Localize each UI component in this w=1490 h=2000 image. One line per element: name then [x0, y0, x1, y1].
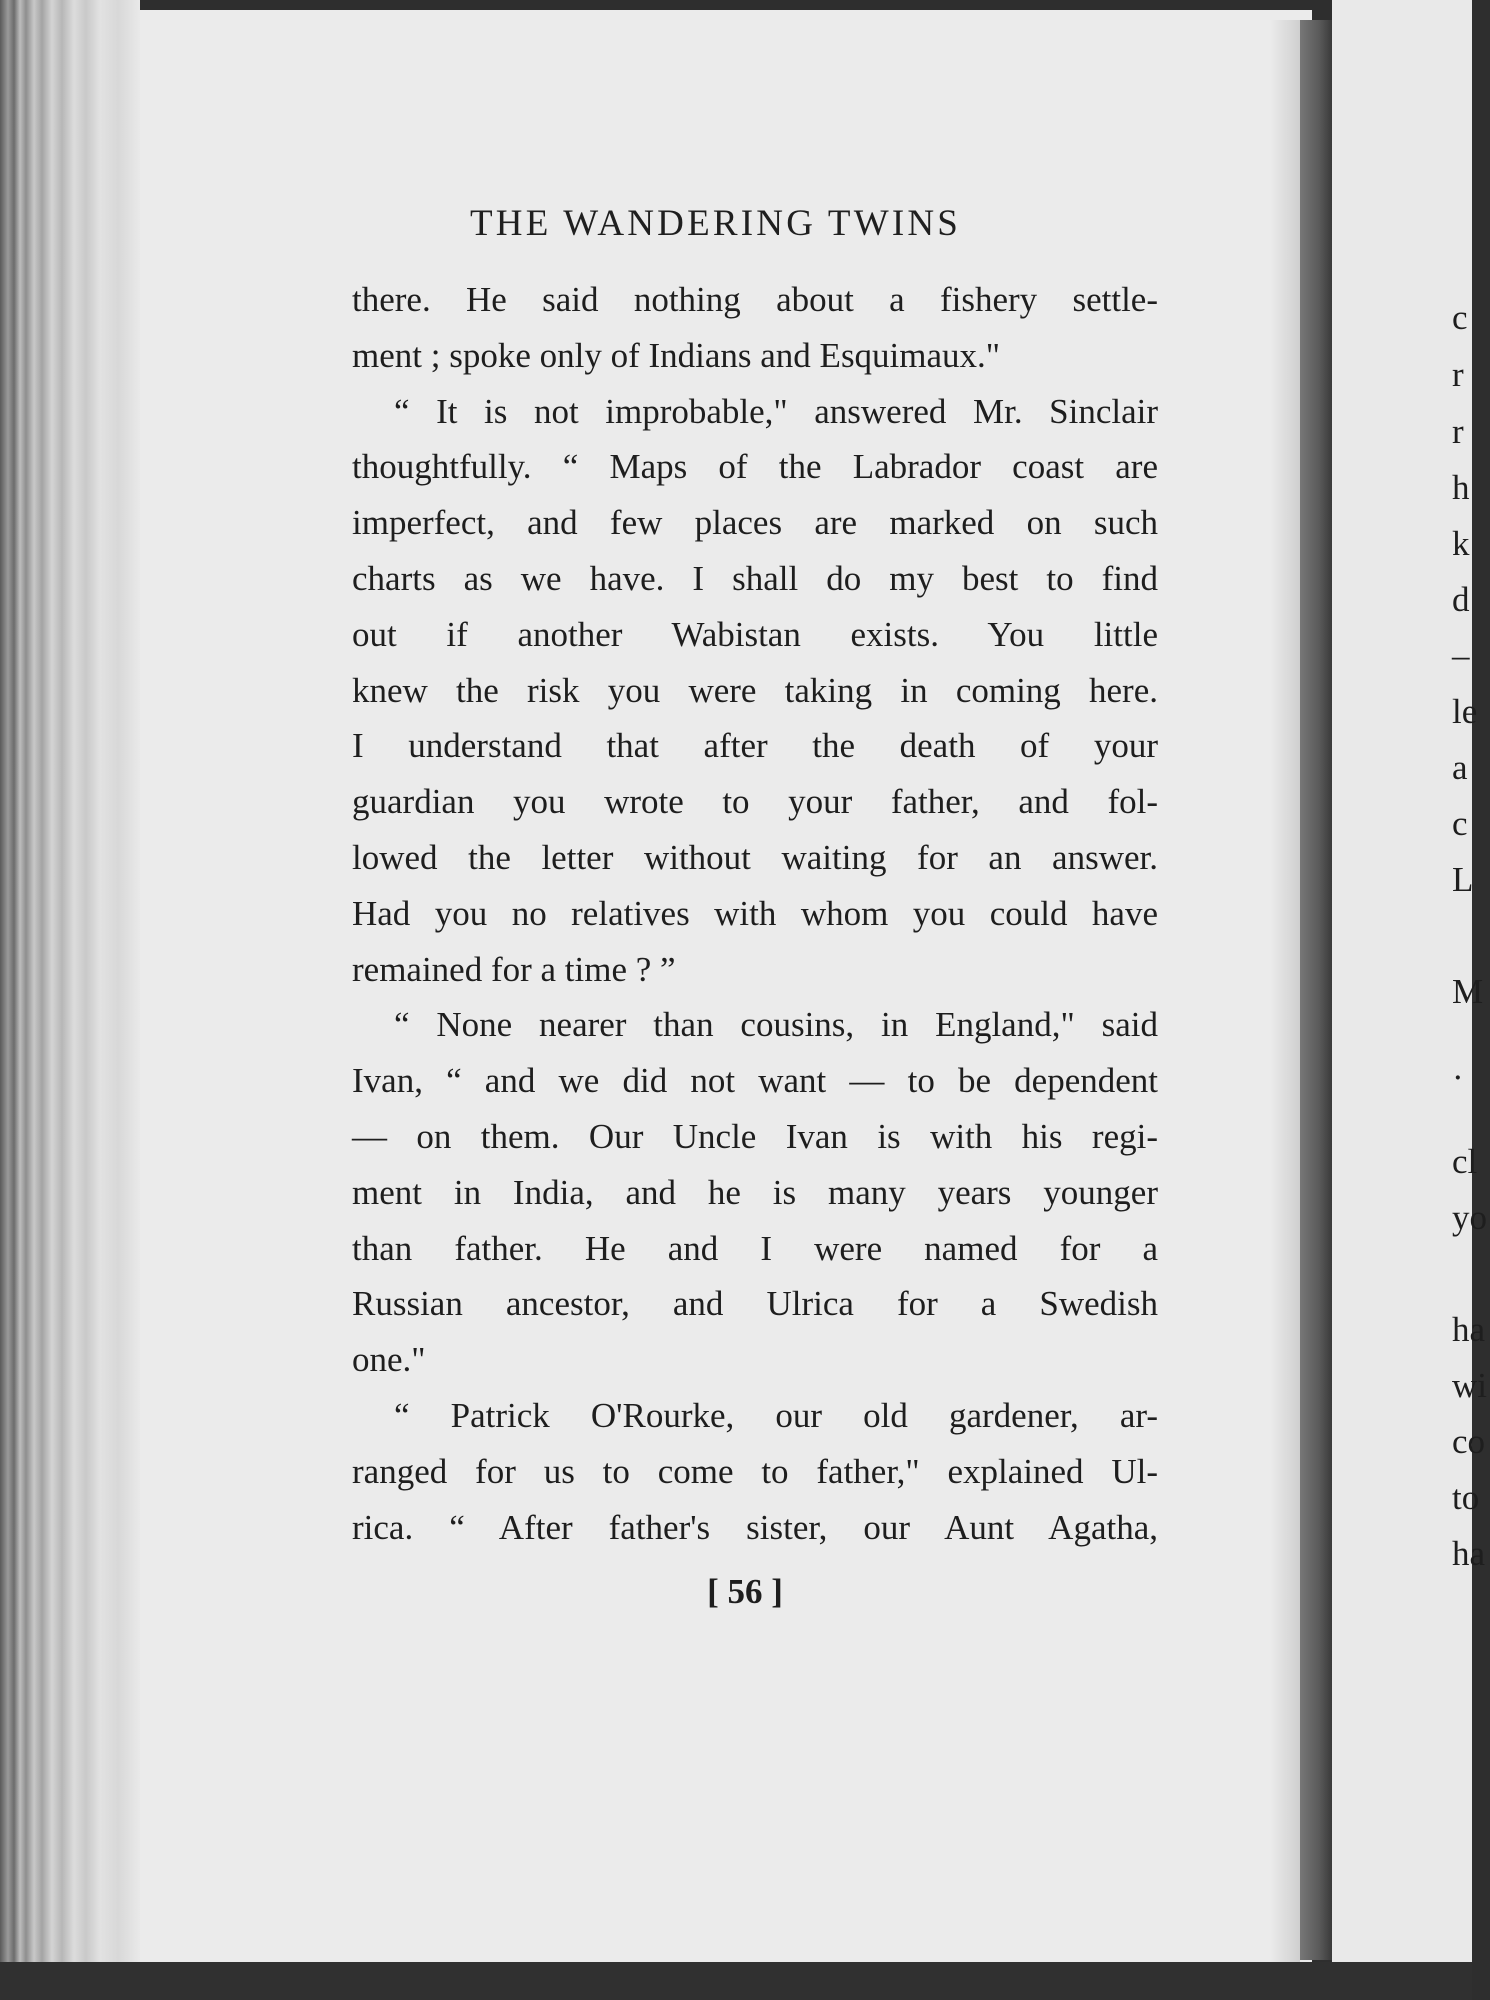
right-page-fragment: r — [1452, 412, 1464, 451]
text-line: ranged for us to come to father," explained Ul- — [352, 1451, 1158, 1491]
right-page-fragment: · — [1452, 1058, 1464, 1097]
text-line: rica. “ After father's sister, our Aunt Agatha, — [352, 1507, 1158, 1547]
right-page-fragment: L — [1452, 860, 1474, 899]
right-page-fragment: cl — [1452, 1142, 1478, 1181]
gutter-shadow — [1270, 20, 1300, 1965]
text-line: Russian ancestor, and Ulrica for a Swedish — [352, 1284, 1158, 1324]
right-page-fragment: le — [1452, 692, 1478, 731]
page-number: [ 56 ] — [707, 1572, 783, 1611]
body-text — [352, 272, 1158, 1555]
right-page-fragment: k — [1452, 524, 1470, 563]
right-page-fragment: yo — [1452, 1198, 1487, 1237]
text-line: “ None nearer than cousins, in England," said — [394, 1005, 1158, 1045]
text-line: guardian you wrote to your father, and fol- — [352, 782, 1158, 822]
right-page-fragment: a — [1452, 748, 1468, 787]
text-line: knew the risk you were taking in coming here. — [352, 670, 1158, 710]
bottom-shadow — [0, 1962, 1472, 2000]
right-page — [1332, 0, 1472, 1965]
text-line: out if another Wabistan exists. You little — [352, 614, 1158, 654]
right-page-fragment: co — [1452, 1422, 1486, 1461]
text-line: imperfect, and few places are marked on such — [352, 503, 1158, 543]
text-line: than father. He and I were named for a — [352, 1228, 1158, 1268]
book-spine — [1300, 20, 1332, 1960]
right-page-fragment: ha — [1452, 1534, 1486, 1573]
text-line: I understand that after the death of your — [352, 726, 1158, 766]
text-line: thoughtfully. “ Maps of the Labrador coast are — [352, 447, 1158, 487]
running-head: THE WANDERING TWINS — [470, 203, 962, 244]
right-page-fragment: h — [1452, 468, 1470, 507]
right-page-fragment: ha — [1452, 1310, 1486, 1349]
right-page-fragment: M — [1452, 972, 1484, 1011]
text-line: ment ; spoke only of Indians and Esquimaux." — [352, 335, 1001, 375]
right-page-fragment: – — [1452, 636, 1470, 675]
right-page-fragment: r — [1452, 355, 1464, 394]
right-page-fragment: c — [1452, 804, 1468, 843]
text-line: there. He said nothing about a fishery settle- — [352, 280, 1158, 319]
text-line: ment in India, and he is many years younger — [352, 1172, 1158, 1212]
text-line: charts as we have. I shall do my best to find — [352, 558, 1158, 598]
right-page-fragment: wi — [1452, 1366, 1487, 1405]
right-page-fragment: c — [1452, 298, 1468, 337]
text-line: one." — [352, 1340, 426, 1380]
text-line: “ It is not improbable," answered Mr. Sinclair — [394, 391, 1158, 431]
right-page-fragment: d — [1452, 580, 1470, 619]
right-page-fragment: to — [1452, 1478, 1480, 1517]
page-edges — [0, 0, 140, 2000]
text-line: — on them. Our Uncle Ivan is with his regi- — [352, 1116, 1158, 1156]
text-line: remained for a time ? ” — [352, 949, 676, 989]
text-line: Had you no relatives with whom you could have — [352, 893, 1158, 933]
text-line: lowed the letter without waiting for an answer. — [352, 837, 1158, 877]
text-line: “ Patrick O'Rourke, our old gardener, ar- — [394, 1395, 1158, 1435]
text-line: Ivan, “ and we did not want — to be dependent — [352, 1061, 1158, 1101]
